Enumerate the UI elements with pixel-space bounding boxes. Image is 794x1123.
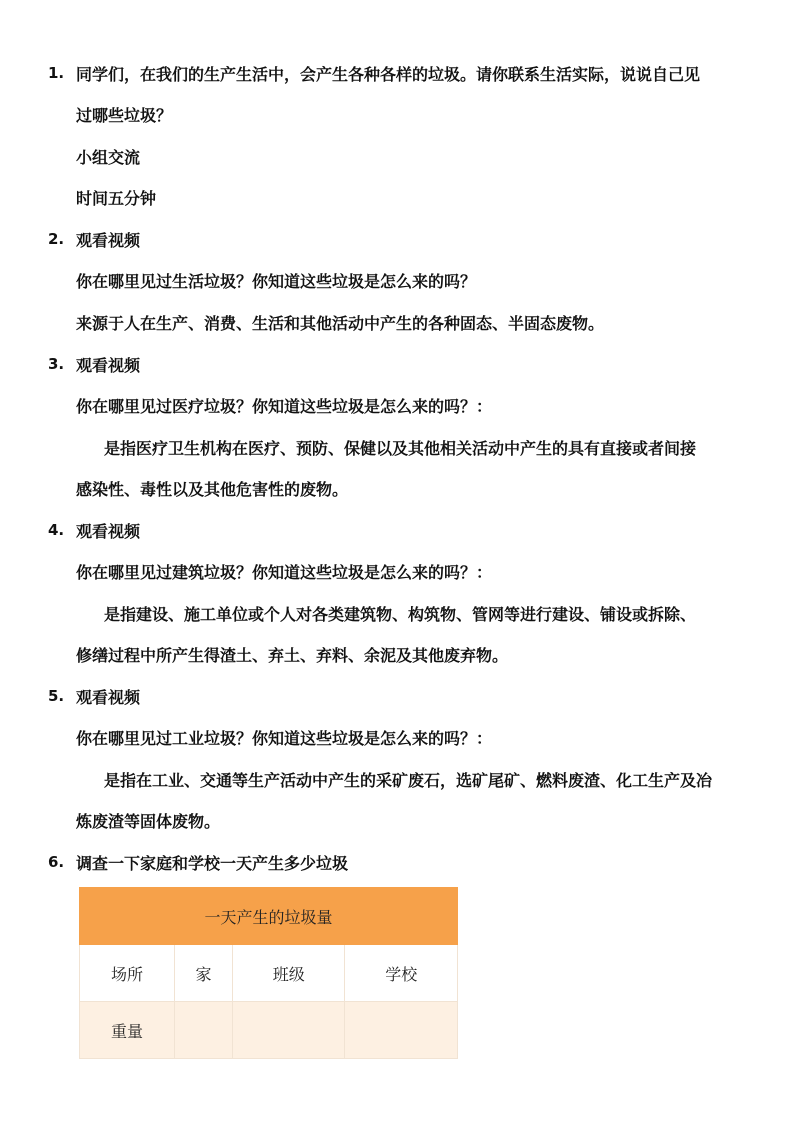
item-text: 是指在工业、交通等生产活动中产生的采矿废石，选矿尾矿、燃料废渣、化工生产及冶 [104,771,713,790]
table-title: 一天产生的垃圾量 [80,888,458,945]
table-cell-empty [345,1002,458,1059]
item-number: 5. [48,687,65,705]
table-header-cell: 学校 [345,945,458,1002]
item-text: 修缮过程中所产生得渣土、弃土、弃料、余泥及其他废弃物。 [76,646,509,665]
item-number: 2. [48,230,65,248]
item-text: 你在哪里见过建筑垃圾？你知道这些垃圾是怎么来的吗？： [76,563,493,582]
item-text: 你在哪里见过医疗垃圾？你知道这些垃圾是怎么来的吗？： [76,397,493,416]
item-text: 炼废渣等固体废物。 [76,812,221,831]
item-text: 观看视频 [76,231,141,250]
table-header-cell: 班级 [232,945,345,1002]
item-text: 来源于人在生产、消费、生活和其他活动中产生的各种固态、半固态废物。 [76,314,605,333]
table-cell-empty [175,1002,233,1059]
item-text: 观看视频 [76,522,141,541]
table-header-cell: 家 [175,945,233,1002]
item-text: 小组交流 [76,148,141,167]
item-text: 你在哪里见过工业垃圾？你知道这些垃圾是怎么来的吗？： [76,729,493,748]
item-number: 1. [48,64,65,82]
table-header-cell: 场所 [80,945,175,1002]
table-header-row [80,945,458,1002]
table-row-label: 重量 [80,1002,175,1059]
item-text: 感染性、毒性以及其他危害性的废物。 [76,480,349,499]
item-text: 你在哪里见过生活垃圾？你知道这些垃圾是怎么来的吗？ [76,272,477,291]
item-text: 同学们，在我们的生产生活中，会产生各种各样的垃圾。请你联系生活实际，说说自己见 [76,65,701,84]
item-text: 观看视频 [76,688,141,707]
item-number: 6. [48,853,65,871]
waste-survey-table [79,887,458,1059]
item-text: 过哪些垃圾？ [76,106,173,125]
item-text: 时间五分钟 [76,189,157,208]
table-row [80,1002,458,1059]
item-text: 观看视频 [76,356,141,375]
item-number: 4. [48,521,65,539]
table-cell-empty [232,1002,345,1059]
item-number: 3. [48,355,65,373]
item-text: 是指建设、施工单位或个人对各类建筑物、构筑物、管网等进行建设、铺设或拆除、 [104,605,697,624]
item-text: 调查一下家庭和学校一天产生多少垃圾 [76,854,349,873]
item-text: 是指医疗卫生机构在医疗、预防、保健以及其他相关活动中产生的具有直接或者间接 [104,439,697,458]
table-title-row [80,888,458,945]
